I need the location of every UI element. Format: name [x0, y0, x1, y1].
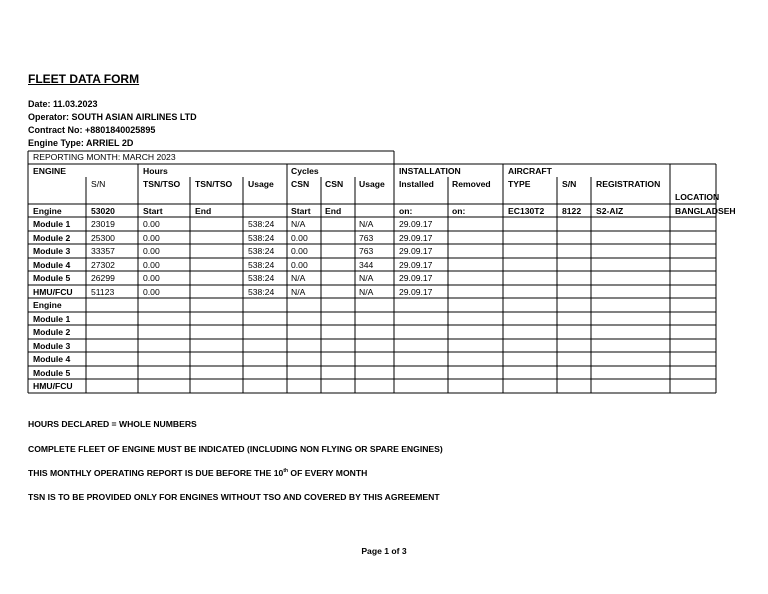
table-cell: 29.09.17	[399, 287, 433, 297]
note-complete-fleet: COMPLETE FLEET OF ENGINE MUST BE INDICATED (INCLUDING NON FLYING OR SPARE ENGINES)	[28, 444, 443, 454]
table-cell: Module 4	[33, 354, 71, 364]
table-cell: HMU/FCU	[33, 381, 73, 391]
table-cell: 763	[359, 233, 374, 243]
table-cell: 26299	[91, 273, 115, 283]
table-cell: 51123	[91, 287, 115, 297]
table-cell: on:	[452, 206, 466, 216]
note-due-sup: th	[283, 468, 289, 475]
table-cell: Module 5	[33, 273, 71, 283]
table-cell: 29.09.17	[399, 260, 433, 270]
table-cell: 25300	[91, 233, 115, 243]
table-cell: Module 2	[33, 327, 71, 337]
table-cell: 0.00	[143, 219, 160, 229]
table-cell: 29.09.17	[399, 233, 433, 243]
table-cell: BANGLADSEH	[675, 206, 736, 216]
header-installation: INSTALLATION	[399, 166, 461, 176]
engine-type-value: ARRIEL 2D	[86, 138, 134, 148]
header-csn-1: CSN	[291, 179, 310, 189]
table-cell: Engine	[33, 300, 62, 310]
table-cell: 538:24	[248, 246, 275, 256]
table-cell: 23019	[91, 219, 115, 229]
page-number: Page 1 of 3	[361, 546, 407, 556]
table-cell: 0.00	[143, 233, 160, 243]
table-cell: 0.00	[143, 246, 160, 256]
table-cell: 33357	[91, 246, 115, 256]
table-cell: Module 3	[33, 341, 71, 351]
header-installed: Installed	[399, 179, 434, 189]
header-registration: REGISTRATION	[596, 179, 661, 189]
table-cell: 0.00	[291, 233, 308, 243]
table-cell: S2-AIZ	[596, 206, 624, 216]
table-cell: 29.09.17	[399, 273, 433, 283]
operator-value: SOUTH ASIAN AIRLINES LTD	[71, 112, 197, 122]
table-cell: 538:24	[248, 273, 275, 283]
reporting-month: REPORTING MONTH: MARCH 2023	[33, 152, 176, 162]
table-cell: Module 1	[33, 314, 71, 324]
header-tsn-tso-1: TSN/TSO	[143, 179, 181, 189]
table-cell: Module 2	[33, 233, 71, 243]
header-removed: Removed	[452, 179, 491, 189]
note-due-before	[28, 468, 367, 478]
table-cell: Module 1	[33, 219, 71, 229]
table-cell: HMU/FCU	[33, 287, 73, 297]
table-cell: 0.00	[143, 260, 160, 270]
table-cell: EC130T2	[508, 206, 545, 216]
table-cell: Start	[291, 206, 311, 216]
table-cell: N/A	[359, 273, 374, 283]
header-usage-hours: Usage	[248, 179, 274, 189]
table-cell: End	[325, 206, 342, 216]
operator-label: Operator:	[28, 112, 72, 122]
table-cell: N/A	[291, 219, 306, 229]
table-cell: 538:24	[248, 287, 275, 297]
table-cell: End	[195, 206, 212, 216]
engine-type-label: Engine Type:	[28, 138, 87, 148]
date-label: Date:	[28, 99, 54, 109]
table-cell: Module 4	[33, 260, 71, 270]
header-csn-2: CSN	[325, 179, 344, 189]
table-cell: 763	[359, 246, 374, 256]
table-cell: N/A	[359, 219, 374, 229]
form-title: FLEET DATA FORM	[28, 72, 140, 86]
table-cell: N/A	[291, 287, 306, 297]
contract-value: +8801840025895	[85, 125, 156, 135]
table-cell: Engine	[33, 206, 62, 216]
header-tsn-tso-2: TSN/TSO	[195, 179, 233, 189]
header-aircraft-sn: S/N	[562, 179, 577, 189]
note-due-suffix: OF EVERY MONTH	[288, 468, 368, 478]
table-cell: 53020	[91, 206, 115, 216]
header-sn: S/N	[91, 179, 106, 189]
header-location: LOCATION	[675, 192, 720, 202]
contract-label: Contract No:	[28, 125, 85, 135]
table-cell: 29.09.17	[399, 219, 433, 229]
table-cell: 344	[359, 260, 374, 270]
table-cell: 8122	[562, 206, 582, 216]
table-cell: 0.00	[143, 273, 160, 283]
note-tsn: TSN IS TO BE PROVIDED ONLY FOR ENGINES WITHOUT TSO AND COVERED BY THIS AGREEMENT	[28, 492, 440, 502]
table-cell: Module 3	[33, 246, 71, 256]
table-cell: on:	[399, 206, 413, 216]
header-hours: Hours	[143, 166, 168, 176]
note-due-prefix: THIS MONTHLY OPERATING REPORT IS DUE BEFORE THE 10	[28, 468, 284, 478]
header-type: TYPE	[508, 179, 531, 189]
table-cell: N/A	[291, 273, 306, 283]
table-cell: Module 5	[33, 368, 71, 378]
table-cell: Start	[143, 206, 163, 216]
table-cell: 29.09.17	[399, 246, 433, 256]
note-hours-declared: HOURS DECLARED = WHOLE NUMBERS	[28, 419, 197, 429]
header-engine: ENGINE	[33, 166, 66, 176]
header-aircraft: AIRCRAFT	[508, 166, 552, 176]
header-usage-cycles: Usage	[359, 179, 385, 189]
date-value: 11.03.2023	[53, 99, 98, 109]
table-cell: 0.00	[291, 260, 308, 270]
table-cell: N/A	[359, 287, 374, 297]
table-cell: 538:24	[248, 219, 275, 229]
table-cell: 538:24	[248, 233, 275, 243]
table-cell: 538:24	[248, 260, 275, 270]
table-cell: 27302	[91, 260, 115, 270]
table-cell: 0.00	[143, 287, 160, 297]
table-cell: 0.00	[291, 246, 308, 256]
header-cycles: Cycles	[291, 166, 319, 176]
